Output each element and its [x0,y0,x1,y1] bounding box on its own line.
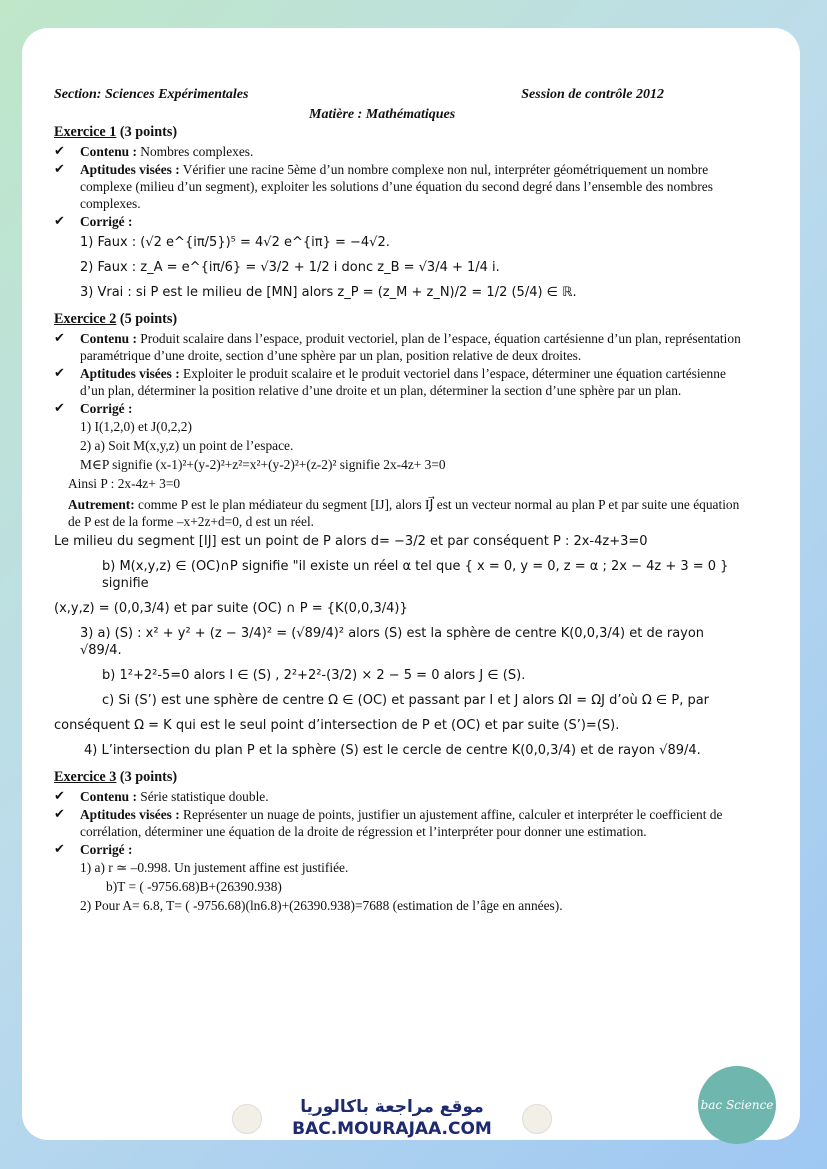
footer-arabic-text: موقع مراجعة باكالوريا [300,1097,484,1117]
exercise-1-title: Exercice 1 (3 points) [54,124,178,140]
small-logo-left [232,1104,262,1134]
ex2-answer-2b: b) M(x,y,z) ∈ (OC)∩P signifie "il existe un réel α tel que { x = 0, y = 0, z = α ; 2x − 4z + 3 = 0 } signifie [102,559,729,591]
document-content [54,86,744,916]
small-logo-right [522,1104,552,1134]
ex3-aptitudes: ✔ Aptitudes visées : Représenter un nuage de points, justifier un ajustement affine, calculer et interpréter le coefficient de corrélation, déterminer une équation de la droite de régression et l’interpréter pour donner une estimation. [54,807,723,839]
check-mark-icon: ✔ [54,366,65,381]
ex3-corrige: ✔ Corrigé : [54,842,133,857]
ex2-answer-2a: 2) a) Soit M(x,y,z) un point de l’espace. [80,438,294,453]
ex3-answer-2: 2) Pour A= 6.8, T= ( -9756.68)(ln6.8)+(26390.938)=7688 (estimation de l’âge en années). [80,898,563,913]
subject-label: Matière : Mathématiques [309,107,456,122]
ex2-answer-2a-detail: M∈P signifie (x-1)²+(y-2)²+z²=x²+(y-2)²+(z-2)² signifie 2x-4z+ 3=0 [80,457,446,472]
section-label: Section: Sciences Expérimentales [54,87,249,102]
document-header [54,86,744,122]
bac-science-logo: bac Science [698,1066,776,1144]
ex2-answer-3c-cont: conséquent Ω = K qui est le seul point d’intersection de P et (OC) et par suite (S’)=(S). [54,718,620,733]
ex1-answer-3: 3) Vrai : si P est le milieu de [MN] alors z_P = (z_M + z_N)/2 = 1/2 (5/4) ∈ ℝ. [80,285,577,300]
ex1-corrige: ✔ Corrigé : [54,214,133,229]
ex2-contenu: ✔ Contenu : Produit scalaire dans l’espace, produit vectoriel, plan de l’espace, équation cartésienne d’un plan, représentation paramétrique d’une droite, section d’une sphère par un plan, position relative de deux droites. [54,331,741,363]
ex2-answer-3b: b) 1²+2²-5=0 alors I ∈ (S) , 2²+2²-(3/2) × 2 − 5 = 0 alors J ∈ (S). [102,668,526,683]
check-mark-icon: ✔ [54,214,65,229]
ex2-aptitudes: ✔ Aptitudes visées : Exploiter le produit scalaire et le produit vectoriel dans l’espace, déterminer une équation cartésienne d’un plan, déterminer la position relative d’une droite et un plan, déterminer la section d’une sphère par un plan. [54,366,726,398]
ex3-contenu: ✔ Contenu : Série statistique double. [54,789,269,804]
ex2-answer-2b-result: (x,y,z) = (0,0,3/4) et par suite (OC) ∩ P = {K(0,0,3/4)} [54,601,408,616]
footer-site-link[interactable]: BAC.MOURAJAA.COM [292,1119,492,1139]
check-mark-icon: ✔ [54,789,65,804]
ex2-answer-4: 4) L’intersection du plan P et la sphère (S) est le cercle de centre K(0,0,3/4) et de rayon √89/4. [84,743,701,758]
ex2-answer-2a-result: Ainsi P : 2x-4z+ 3=0 [68,476,181,491]
ex2-answer-1: 1) I(1,2,0) et J(0,2,2) [80,419,192,434]
session-label: Session de contrôle 2012 [521,87,664,102]
exercise-2-title: Exercice 2 (5 points) [54,311,178,327]
ex1-answer-1: 1) Faux : (√2 e^{iπ/5})⁵ = 4√2 e^{iπ} = −4√2. [80,235,390,250]
ex2-corrige: ✔ Corrigé : [54,401,133,416]
ex1-aptitudes: ✔ Aptitudes visées : Vérifier une racine 5ème d’un nombre complexe non nul, interpréter géométriquement un nombre complexe (milieu d’un segment), exploiter les solutions d’une équation du second degré dans l’ensemble des nombres complexes. [54,162,713,211]
ex2-autrement: Autrement: comme P est le plan médiateur du segment [IJ], alors IJ⃗ est un vecteur normal au plan P et par suite une équation de P est de la forme –x+2z+d=0, d est un réel. [68,497,740,529]
footer-branding [287,1097,497,1139]
check-mark-icon: ✔ [54,162,65,177]
check-mark-icon: ✔ [54,331,65,346]
check-mark-icon: ✔ [54,144,65,159]
check-mark-icon: ✔ [54,842,65,857]
ex2-answer-3c: c) Si (S’) est une sphère de centre Ω ∈ (OC) et passant par I et J alors ΩI = ΩJ d’où Ω ∈ P, par [102,693,710,708]
ex2-answer-3a: 3) a) (S) : x² + y² + (z − 3/4)² = (√89/4)² alors (S) est la sphère de centre K(0,0,3/4) et de rayon √89/4. [80,626,705,658]
ex1-answer-2: 2) Faux : z_A = e^{iπ/6} = √3/2 + 1/2 i donc z_B = √3/4 + 1/4 i. [80,260,500,275]
ex2-milieu: Le milieu du segment [IJ] est un point de P alors d= −3/2 et par conséquent P : 2x-4z+3=0 [54,534,648,549]
check-mark-icon: ✔ [54,807,65,822]
exercise-3-title: Exercice 3 (3 points) [54,769,178,785]
check-mark-icon: ✔ [54,401,65,416]
ex3-answer-1a: 1) a) r ≃ –0.998. Un justement affine est justifiée. [80,860,349,875]
ex3-answer-1b: b)T = ( -9756.68)B+(26390.938) [106,879,282,894]
ex1-contenu: ✔ Contenu : Nombres complexes. [54,144,254,159]
